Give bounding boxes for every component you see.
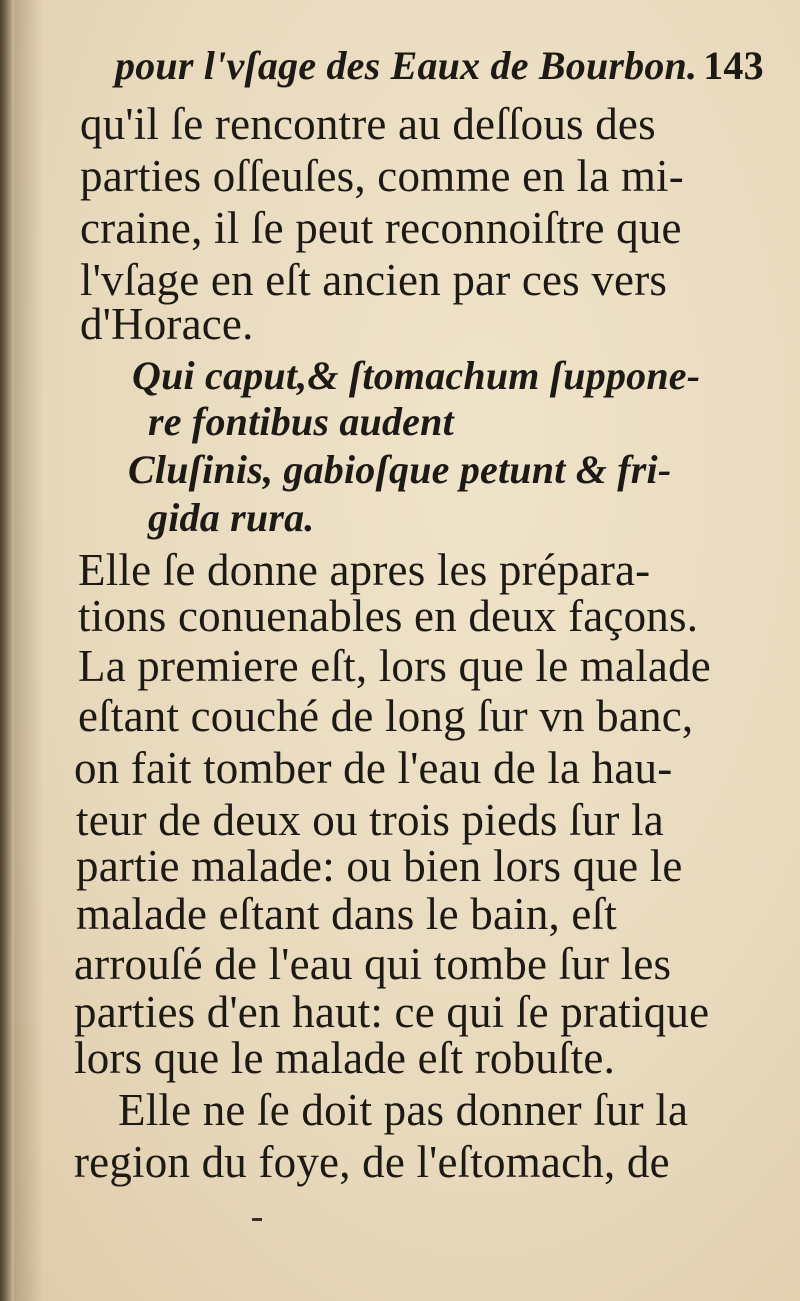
text-line: arrouſé de l'eau qui tombe ſur les — [74, 939, 672, 989]
text-line: Elle ne ſe doit pas donner ſur la — [118, 1085, 689, 1135]
text-line: parties d'en haut: ce qui ſe pratique — [74, 987, 710, 1037]
text-line: La premiere eſt, lors que le malade — [78, 641, 711, 691]
gutter-shadow — [14, 0, 44, 1301]
text-line: teur de deux ou trois pieds ſur la — [76, 795, 664, 845]
text-line: eſtant couché de long ſur vn banc, — [78, 691, 694, 741]
text-line: malade eſtant dans le bain, eſt — [76, 889, 617, 939]
page-gutter — [0, 0, 14, 1301]
text-line: tions conuenables en deux façons. — [78, 591, 699, 641]
running-title: pour l'vſage des Eaux de Bourbon. — [115, 43, 698, 88]
text-line: region du foye, de l'eſtomach, de — [74, 1137, 670, 1187]
text-line: d'Horace. — [80, 299, 254, 349]
text-line: Elle ſe donne apres les prépara- — [78, 545, 651, 595]
text-line: parties oſſeuſes, comme en la mi- — [80, 151, 684, 201]
verse-line: re fontibus audent — [148, 399, 454, 444]
text-line: qu'il ſe rencontre au deſſous des — [80, 99, 656, 149]
ink-speck — [252, 1218, 262, 1221]
text-line: lors que le malade eſt robuſte. — [74, 1033, 616, 1083]
text-line: partie malade: ou bien lors que le — [76, 841, 683, 891]
text-line: on fait tomber de l'eau de la hau- — [74, 743, 673, 793]
verse-line: Cluſinis, gabioſque petunt & fri- — [128, 447, 672, 492]
running-header — [115, 42, 764, 89]
page-number: 143 — [703, 43, 764, 88]
verse-line: Qui caput,& ſtomachum ſuppone- — [132, 353, 701, 398]
verse-line: gida rura. — [148, 495, 315, 540]
text-line: craine, il ſe peut reconnoiſtre que — [80, 203, 682, 253]
text-line: l'vſage en eſt ancien par ces vers — [80, 255, 668, 305]
